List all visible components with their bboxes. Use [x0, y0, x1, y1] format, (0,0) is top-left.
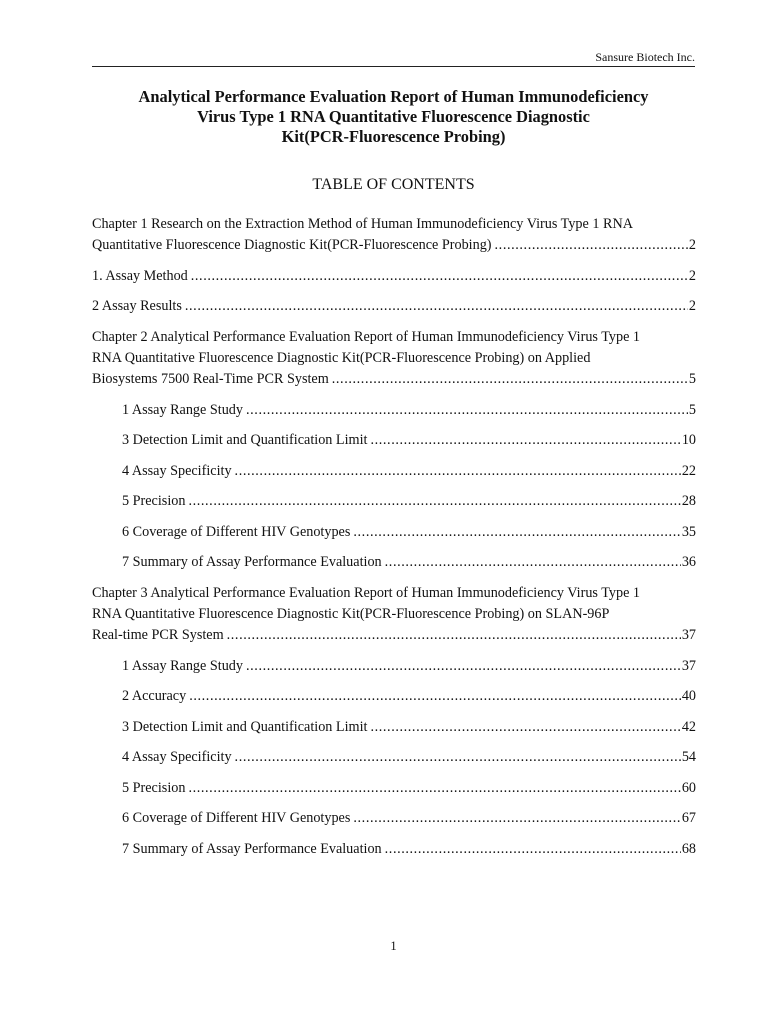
toc-entry-text: 7 Summary of Assay Performance Evaluation	[122, 840, 382, 857]
toc-page-number: 42	[681, 718, 696, 735]
toc-entry-text: Biosystems 7500 Real-Time PCR System	[92, 371, 329, 388]
toc-page-number: 54	[681, 749, 696, 766]
table-of-contents	[92, 214, 696, 869]
toc-chapter-entry[interactable]	[92, 583, 696, 647]
toc-entry-text: 1. Assay Method	[92, 267, 188, 284]
dot-leader	[235, 747, 681, 768]
toc-page-number: 22	[681, 462, 696, 479]
toc-page-number: 60	[681, 779, 696, 796]
title-line: Virus Type 1 RNA Quantitative Fluorescence Diagnostic	[197, 107, 590, 126]
dot-leader	[353, 522, 680, 543]
toc-entry-text: Chapter 3 Analytical Performance Evaluation Report of Human Immunodeficiency Virus Type 1	[92, 584, 641, 601]
toc-section-entry[interactable]	[92, 839, 696, 860]
toc-entry-text: 4 Assay Specificity	[122, 462, 232, 479]
dot-leader	[385, 552, 681, 573]
toc-entry-text: RNA Quantitative Fluorescence Diagnostic Kit(PCR-Fluorescence Probing) on Applied	[92, 349, 591, 366]
dot-leader	[246, 656, 681, 677]
toc-page-number: 2	[688, 298, 696, 315]
toc-entry-text: Real-time PCR System	[92, 627, 224, 644]
title-line: Analytical Performance Evaluation Report of Human Immunodeficiency	[138, 87, 649, 106]
toc-section-entry[interactable]	[92, 552, 696, 573]
toc-entry-text: RNA Quantitative Fluorescence Diagnostic Kit(PCR-Fluorescence Probing) on SLAN-96P	[92, 605, 610, 622]
toc-section-entry[interactable]	[92, 778, 696, 799]
dot-leader	[188, 778, 680, 799]
dot-leader	[189, 686, 681, 707]
header-rule	[92, 66, 695, 67]
dot-leader	[227, 625, 681, 646]
toc-section-entry[interactable]	[92, 656, 696, 677]
toc-section-entry[interactable]	[92, 491, 696, 512]
toc-entry-text: 6 Coverage of Different HIV Genotypes	[122, 523, 351, 540]
toc-section-entry[interactable]	[92, 686, 696, 707]
dot-leader	[495, 235, 688, 256]
toc-entry-text: 6 Coverage of Different HIV Genotypes	[122, 810, 351, 827]
toc-heading: TABLE OF CONTENTS	[312, 176, 475, 193]
toc-entry-text: Chapter 2 Analytical Performance Evaluation Report of Human Immunodeficiency Virus Type 1	[92, 328, 641, 345]
toc-entry-text: 7 Summary of Assay Performance Evaluation	[122, 554, 382, 571]
running-header: Sansure Biotech Inc.	[595, 50, 695, 64]
page-number: 1	[390, 939, 397, 953]
toc-page-number: 10	[681, 432, 696, 449]
toc-section-entry[interactable]	[92, 430, 696, 451]
dot-leader	[246, 400, 688, 421]
dot-leader	[385, 839, 681, 860]
toc-section-entry[interactable]	[92, 747, 696, 768]
toc-section-entry[interactable]	[92, 400, 696, 421]
toc-page-number: 40	[681, 688, 696, 705]
toc-page-number: 2	[688, 267, 696, 284]
toc-section-entry[interactable]	[92, 717, 696, 738]
dot-leader	[332, 369, 688, 390]
toc-page-number: 37	[681, 627, 696, 644]
toc-entry-text: 4 Assay Specificity	[122, 749, 232, 766]
dot-leader	[235, 461, 681, 482]
toc-page-number: 36	[681, 554, 696, 571]
toc-entry-text: 1 Assay Range Study	[122, 401, 243, 418]
dot-leader	[188, 491, 680, 512]
toc-page-number: 37	[681, 657, 696, 674]
document-title	[92, 87, 695, 147]
toc-entry-text: 5 Precision	[122, 493, 186, 510]
toc-page-number: 5	[688, 401, 696, 418]
toc-entry-text: 5 Precision	[122, 779, 186, 796]
toc-page-number: 2	[688, 237, 696, 254]
dot-leader	[370, 717, 680, 738]
toc-section-entry[interactable]	[92, 808, 696, 829]
toc-page-number: 68	[681, 840, 696, 857]
toc-section-entry[interactable]	[92, 461, 696, 482]
toc-page-number: 67	[681, 810, 696, 827]
toc-entry-text: 3 Detection Limit and Quantification Limit	[122, 718, 368, 735]
dot-leader	[370, 430, 680, 451]
toc-section-entry[interactable]	[92, 296, 696, 317]
toc-page-number: 35	[681, 523, 696, 540]
toc-section-entry[interactable]	[92, 522, 696, 543]
toc-entry-text: 1 Assay Range Study	[122, 657, 243, 674]
toc-page-number: 28	[681, 493, 696, 510]
title-line: Kit(PCR-Fluorescence Probing)	[281, 127, 506, 146]
toc-section-entry[interactable]	[92, 266, 696, 287]
dot-leader	[353, 808, 680, 829]
toc-entry-text: Quantitative Fluorescence Diagnostic Kit(PCR-Fluorescence Probing)	[92, 237, 492, 254]
toc-chapter-entry[interactable]	[92, 214, 696, 256]
dot-leader	[191, 266, 688, 287]
dot-leader	[185, 296, 688, 317]
toc-entry-text: 3 Detection Limit and Quantification Limit	[122, 432, 368, 449]
toc-entry-text: 2 Accuracy	[122, 688, 187, 705]
toc-entry-text: Chapter 1 Research on the Extraction Method of Human Immunodeficiency Virus Type 1 RNA	[92, 216, 633, 232]
toc-chapter-entry[interactable]	[92, 327, 696, 391]
toc-entry-text: 2 Assay Results	[92, 298, 182, 315]
toc-page-number: 5	[688, 371, 696, 388]
